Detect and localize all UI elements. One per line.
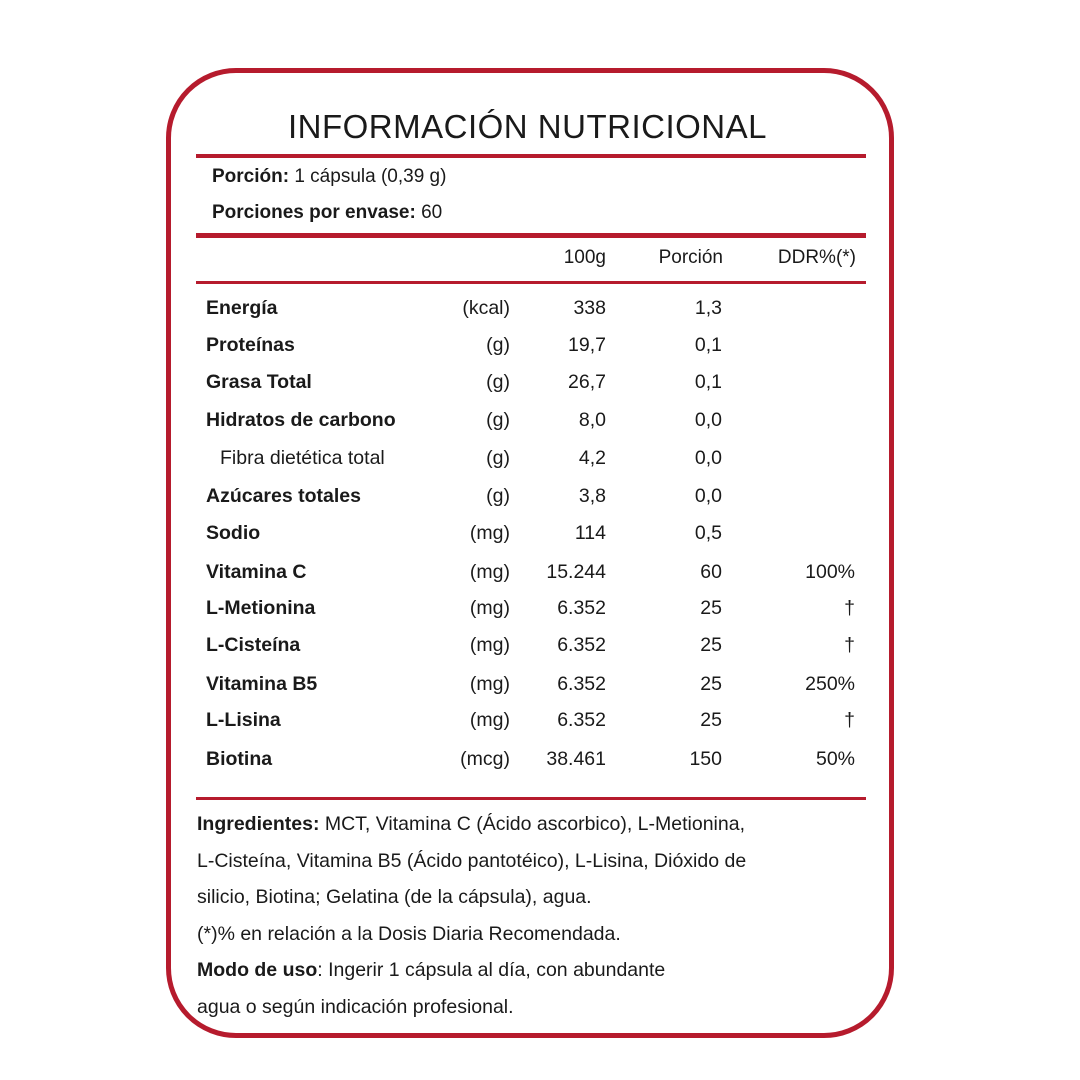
servings-per-container-value: 60 [415, 202, 443, 223]
nutrient-value-100g: 338 [573, 297, 606, 319]
nutrient-name: Biotina [206, 748, 273, 770]
nutrient-row [0, 334, 1080, 364]
column-header-100g: 100g [563, 247, 606, 268]
nutrient-value-ddr: † [844, 597, 855, 619]
nutrient-value-100g: 6.352 [557, 597, 606, 619]
nutrient-name: L-Metionina [206, 597, 316, 619]
serving-divider [196, 233, 866, 238]
nutrient-row [0, 634, 1080, 664]
nutrient-name: Fibra dietética total [220, 447, 385, 469]
nutrient-value-100g: 4,2 [578, 447, 606, 469]
nutrient-value-portion: 0,5 [694, 522, 722, 544]
servings-per-container [212, 202, 442, 224]
nutrient-unit: (mcg) [460, 748, 510, 770]
ingredients-line [197, 806, 877, 843]
nutrient-value-ddr: 50% [815, 748, 855, 770]
nutrient-row [0, 409, 1080, 439]
nutrient-value-portion: 25 [700, 673, 722, 695]
nutrient-value-portion: 0,1 [694, 371, 722, 393]
nutrient-value-portion: 1,3 [694, 297, 722, 319]
nutrient-name: Azúcares totales [206, 485, 361, 507]
nutrient-value-portion: 0,1 [694, 334, 722, 356]
ingredients-label: Ingredientes: [197, 813, 320, 835]
ingredients-divider [196, 797, 866, 800]
nutrient-name: Proteínas [206, 334, 295, 356]
nutrient-value-100g: 19,7 [568, 334, 606, 356]
title-divider [196, 154, 866, 158]
nutrient-unit: (mg) [469, 634, 510, 656]
nutrient-row [0, 371, 1080, 401]
nutrient-value-100g: 26,7 [568, 371, 606, 393]
nutrient-value-100g: 6.352 [557, 709, 606, 731]
nutrient-value-ddr: 250% [805, 673, 855, 695]
servings-per-container-label: Porciones por envase: [212, 202, 416, 223]
ddr-note: (*)% en relación a la Dosis Diaria Recomendada. [197, 922, 621, 945]
usage-text: : Ingerir 1 cápsula al día, con abundante [317, 959, 666, 981]
ingredients-text: silicio, Biotina; Gelatina (de la cápsula), agua. [197, 886, 592, 908]
nutrient-row [0, 673, 1080, 703]
nutrient-row [0, 709, 1080, 739]
nutrient-value-ddr: † [844, 634, 855, 656]
nutrient-unit: (mg) [469, 673, 510, 695]
usage-label: Modo de uso [197, 959, 318, 981]
nutrient-value-portion: 25 [700, 634, 722, 656]
nutrient-name: L-Lisina [206, 709, 281, 731]
nutrient-value-100g: 15.244 [546, 561, 606, 583]
nutrient-unit: (g) [486, 409, 510, 431]
nutrient-name: Sodio [206, 522, 261, 544]
nutrient-unit: (g) [486, 447, 510, 469]
nutrient-value-portion: 0,0 [694, 485, 722, 507]
nutrient-row [0, 297, 1080, 327]
nutrient-row [0, 447, 1080, 477]
nutrient-unit: (g) [486, 371, 510, 393]
label-title: INFORMACIÓN NUTRICIONAL [287, 108, 767, 145]
nutrient-row [0, 485, 1080, 515]
nutrient-unit: (kcal) [462, 297, 510, 319]
nutrient-value-100g: 6.352 [557, 673, 606, 695]
serving-size [212, 166, 446, 188]
usage-text: agua o según indicación profesional. [197, 995, 514, 1018]
nutrient-unit: (mg) [469, 597, 510, 619]
nutrient-row [0, 748, 1080, 778]
ingredients-text: MCT, Vitamina C (Ácido ascorbico), L-Metionina, [319, 813, 745, 835]
nutrient-value-portion: 150 [689, 748, 722, 770]
column-header-ddr: DDR%(*) [777, 247, 856, 268]
column-header-portion: Porción [658, 247, 723, 268]
nutrient-row [0, 522, 1080, 552]
serving-size-label: Porción: [212, 166, 290, 187]
nutrient-value-ddr: 100% [805, 561, 855, 583]
nutrient-name: Vitamina B5 [206, 673, 318, 695]
nutrient-value-ddr: † [844, 709, 855, 731]
nutrient-value-100g: 38.461 [546, 748, 606, 770]
nutrient-unit: (mg) [469, 561, 510, 583]
nutrient-unit: (g) [486, 334, 510, 356]
nutrient-name: Hidratos de carbono [206, 409, 396, 431]
nutrient-value-portion: 0,0 [694, 447, 722, 469]
nutrient-value-100g: 8,0 [578, 409, 606, 431]
label-footer [197, 806, 877, 1025]
nutrient-unit: (mg) [469, 522, 510, 544]
nutrient-value-100g: 114 [574, 522, 606, 544]
usage-line [197, 952, 877, 989]
nutrient-row [0, 597, 1080, 627]
nutrient-value-portion: 25 [700, 597, 722, 619]
nutrient-value-portion: 60 [700, 561, 722, 583]
nutrient-unit: (g) [486, 485, 510, 507]
nutrient-name: Grasa Total [206, 371, 312, 393]
nutrient-value-100g: 3,8 [578, 485, 606, 507]
ingredients-text: L-Cisteína, Vitamina B5 (Ácido pantotéico), L-Lisina, Dióxido de [197, 849, 747, 872]
nutrient-value-100g: 6.352 [557, 634, 606, 656]
nutrient-unit: (mg) [469, 709, 510, 731]
nutrient-row [0, 561, 1080, 591]
nutrient-name: Vitamina C [206, 561, 307, 583]
nutrient-value-portion: 25 [700, 709, 722, 731]
header-divider [196, 281, 866, 284]
nutrient-value-portion: 0,0 [694, 409, 722, 431]
nutrient-name: Energía [206, 297, 278, 319]
serving-size-value: 1 cápsula (0,39 g) [289, 166, 447, 187]
nutrient-name: L-Cisteína [206, 634, 301, 656]
